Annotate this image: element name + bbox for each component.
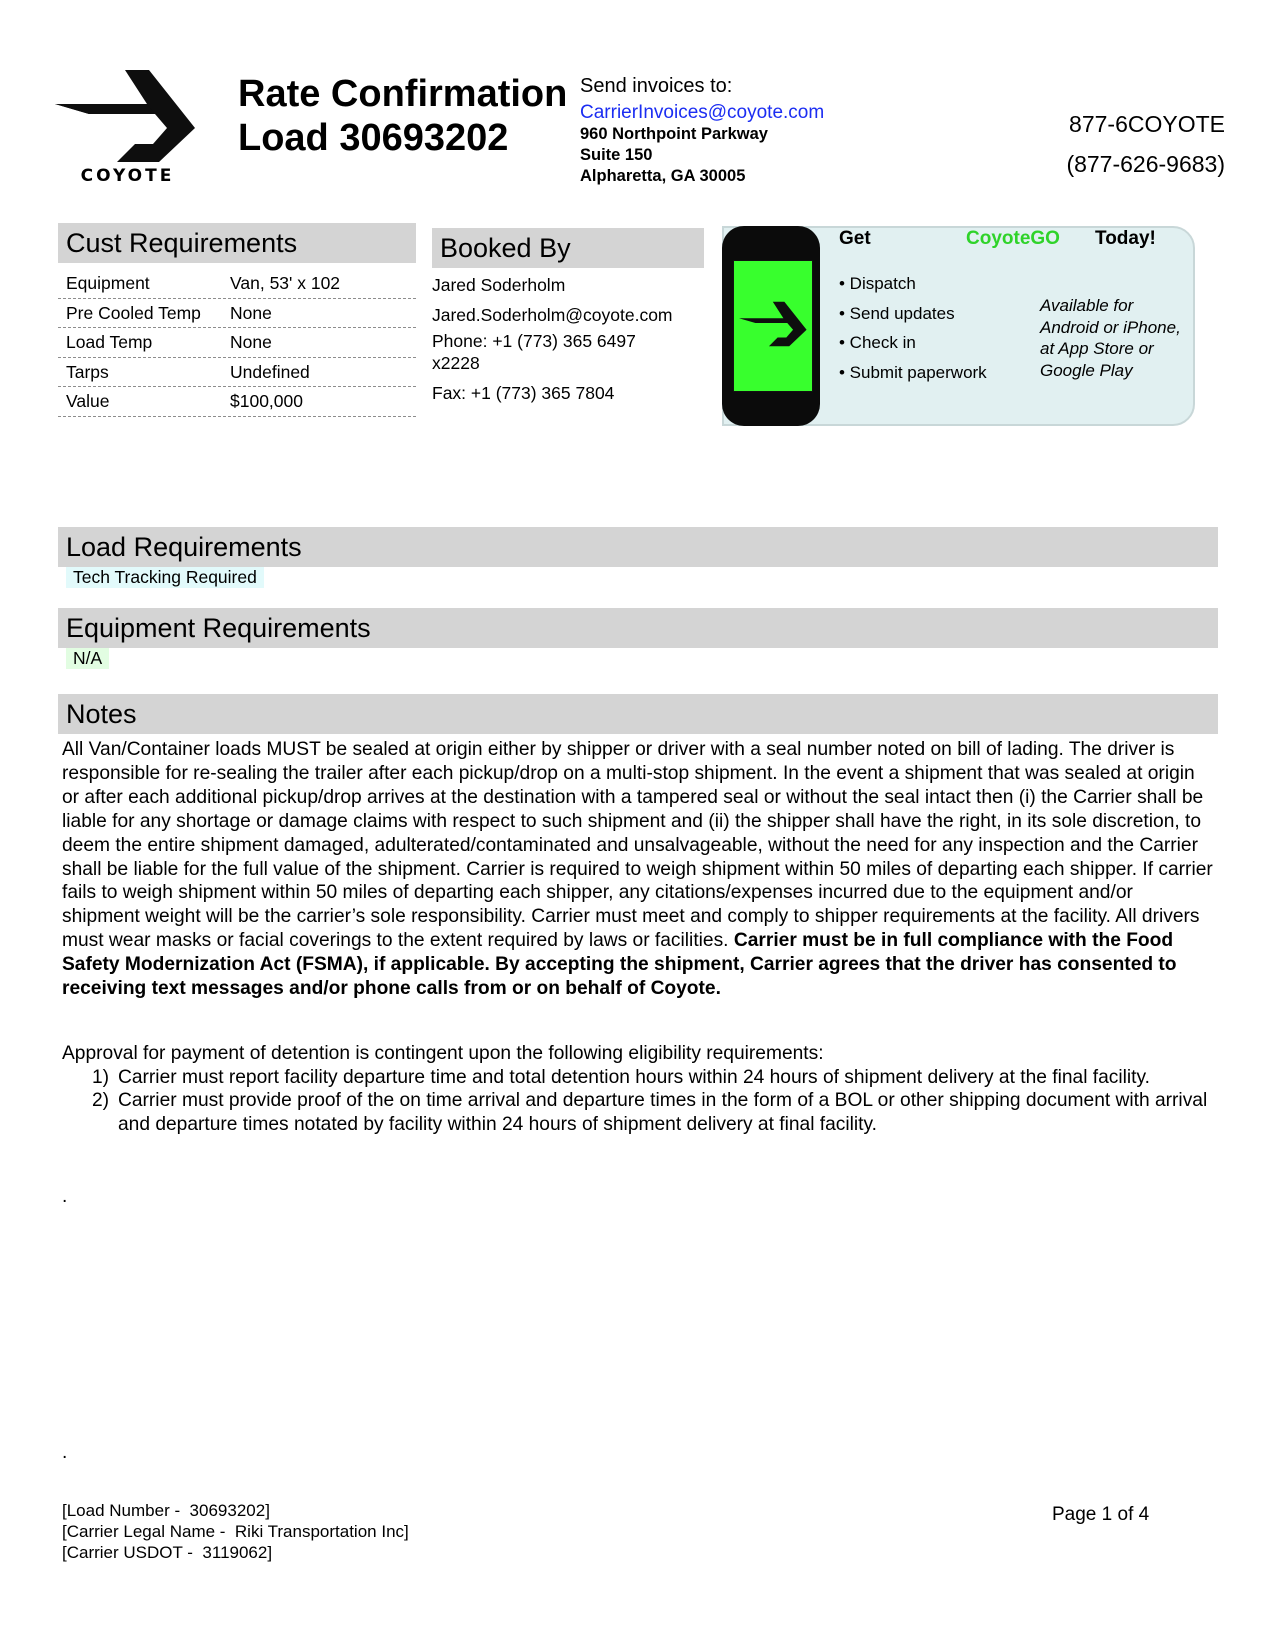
footer-info: [62, 1500, 409, 1563]
footer-carrier-legal-name: [Carrier Legal Name - Riki Transportation Inc]: [62, 1522, 409, 1541]
row-value: Undefined: [230, 361, 310, 382]
cust-requirements-table: [58, 269, 416, 417]
spacer-dot: .: [62, 1442, 68, 1463]
item-number: 1): [92, 1066, 110, 1088]
row-label: Tarps: [66, 361, 109, 382]
list-item: • Send updates: [839, 303, 955, 323]
list-item: • Check in: [839, 333, 916, 352]
list-item: [62, 1089, 1212, 1136]
coyotego-brand: CoyoteGO: [966, 228, 1060, 249]
address-line-3: Alpharetta, GA 30005: [580, 167, 746, 185]
booker-phone: Phone: +1 (773) 365 6497: [432, 331, 636, 351]
approval-intro: Approval for payment of detention is contingent upon the following eligibility requirements:: [62, 1043, 824, 1064]
row-value: Van, 53' x 102: [230, 273, 341, 293]
row-label: Equipment: [66, 273, 150, 293]
address-line-2: Suite 150: [580, 146, 653, 164]
phone-block: [1066, 104, 1225, 184]
phone-number: (877-626-9683): [1066, 151, 1225, 177]
coyote-arrow-icon: [739, 301, 809, 347]
load-title: Load 30693202: [238, 117, 509, 159]
invoice-block: [580, 74, 824, 187]
coyote-logo: [55, 70, 200, 190]
coyotego-feature-list: [839, 269, 987, 387]
footer-load-number: [Load Number - 30693202]: [62, 1501, 270, 1520]
invoices-label: Send invoices to:: [580, 75, 733, 97]
table-row: [58, 328, 416, 358]
row-value: None: [230, 302, 272, 323]
coyote-arrow-icon: [55, 70, 200, 162]
list-item: [62, 1066, 1212, 1090]
footer-carrier-usdot: [Carrier USDOT - 3119062]: [62, 1543, 273, 1562]
row-value: None: [230, 332, 272, 352]
table-row: [58, 299, 416, 329]
coyotego-get: Get: [839, 228, 871, 249]
item-number: 2): [92, 1090, 110, 1111]
title-block: [238, 72, 567, 160]
equipment-requirements-heading: Equipment Requirements: [58, 608, 1218, 648]
notes-bold-paragraph: Carrier must be in full compliance with the Food Safety Modernization Act (FSMA), if applicable. By accepting the shipment, Carrier agrees that the driver has consented to receiving text messages and/or phone calls from or on behalf of Coyote.: [62, 930, 1177, 1000]
approval-list: [62, 1066, 1212, 1137]
table-row: [58, 269, 416, 299]
item-text: Carrier must report facility departure time and total detention hours within 24 hours of shipment delivery at the final facility.: [118, 1066, 1151, 1088]
row-label: Pre Cooled Temp: [66, 302, 201, 323]
list-item: • Submit paperwork: [839, 362, 987, 382]
booker-phone-ext: x2228: [432, 353, 480, 373]
page-number: Page 1 of 4: [1052, 1504, 1150, 1525]
table-row: [58, 387, 416, 417]
notes-body: [62, 738, 1214, 1001]
table-row: [58, 358, 416, 388]
booked-by-details: [432, 274, 702, 404]
logo-wordmark: COYOTE: [80, 166, 175, 186]
invoices-email-link[interactable]: CarrierInvoices@coyote.com: [580, 102, 825, 123]
coyotego-availability: Available for Android or iPhone, at App Store or Google Play: [1040, 296, 1181, 380]
row-value: $100,000: [230, 391, 303, 411]
booker-email-link[interactable]: Jared.Soderholm@coyote.com: [432, 305, 673, 325]
load-requirement-tag: Tech Tracking Required: [66, 567, 264, 588]
row-label: Load Temp: [66, 332, 153, 352]
item-text: Carrier must provide proof of the on time arrival and departure times in the form of a BOL or other shipping document with arrival and departure times notated by facility within 24 hours of shipment delivery at final facility.: [118, 1090, 1208, 1135]
detention-approval: [62, 1042, 1212, 1136]
booker-fax: Fax: +1 (773) 365 7804: [432, 383, 615, 403]
equipment-requirement-tag: N/A: [66, 648, 109, 669]
page-title: Rate Confirmation: [238, 73, 568, 115]
spacer-dot: .: [62, 1186, 68, 1207]
notes-heading: Notes: [58, 694, 1218, 734]
phone-screen: [733, 260, 813, 392]
cust-requirements-heading: Cust Requirements: [58, 223, 416, 263]
booker-name: Jared Soderholm: [432, 275, 566, 295]
load-requirements-heading: Load Requirements: [58, 527, 1218, 567]
booked-by-heading: Booked By: [432, 228, 704, 268]
row-label: Value: [66, 391, 110, 411]
notes-paragraph: All Van/Container loads MUST be sealed at origin either by shipper or driver with a seal number noted on bill of lading. The driver is responsible for re-sealing the trailer after each pickup/drop on a multi-stop shipment. In the event a shipment that was sealed at origin or after each additional pickup/drop arrives at the destination with a tampered seal or without the seal intact then (i) the Carrier shall be liable for any shortage or damage claims with respect to such shipment and (ii) the shipper shall have the right, in its sole discretion, to deem the entire shipment damaged, adulterated/contaminated and unsalvageable, without the need for any inspection and the Carrier shall be liable for the full value of the shipment. Carrier is required to weigh shipment within 50 miles of departing each shipper. If carrier fails to weigh shipment within 50 miles of departing each shipper, any citations/expenses incurred due to the equipment and/or shipment weight will be the carrier’s sole responsibility. Carrier must meet and comply to shipper requirements at the facility. All drivers must wear masks or facial coverings to the extent required by laws or facilities.: [62, 739, 1213, 952]
list-item: • Dispatch: [839, 274, 916, 293]
address-line-1: 960 Northpoint Parkway: [580, 125, 768, 143]
phone-vanity: 877-6COYOTE: [1069, 111, 1225, 137]
coyotego-today: Today!: [1095, 228, 1156, 249]
